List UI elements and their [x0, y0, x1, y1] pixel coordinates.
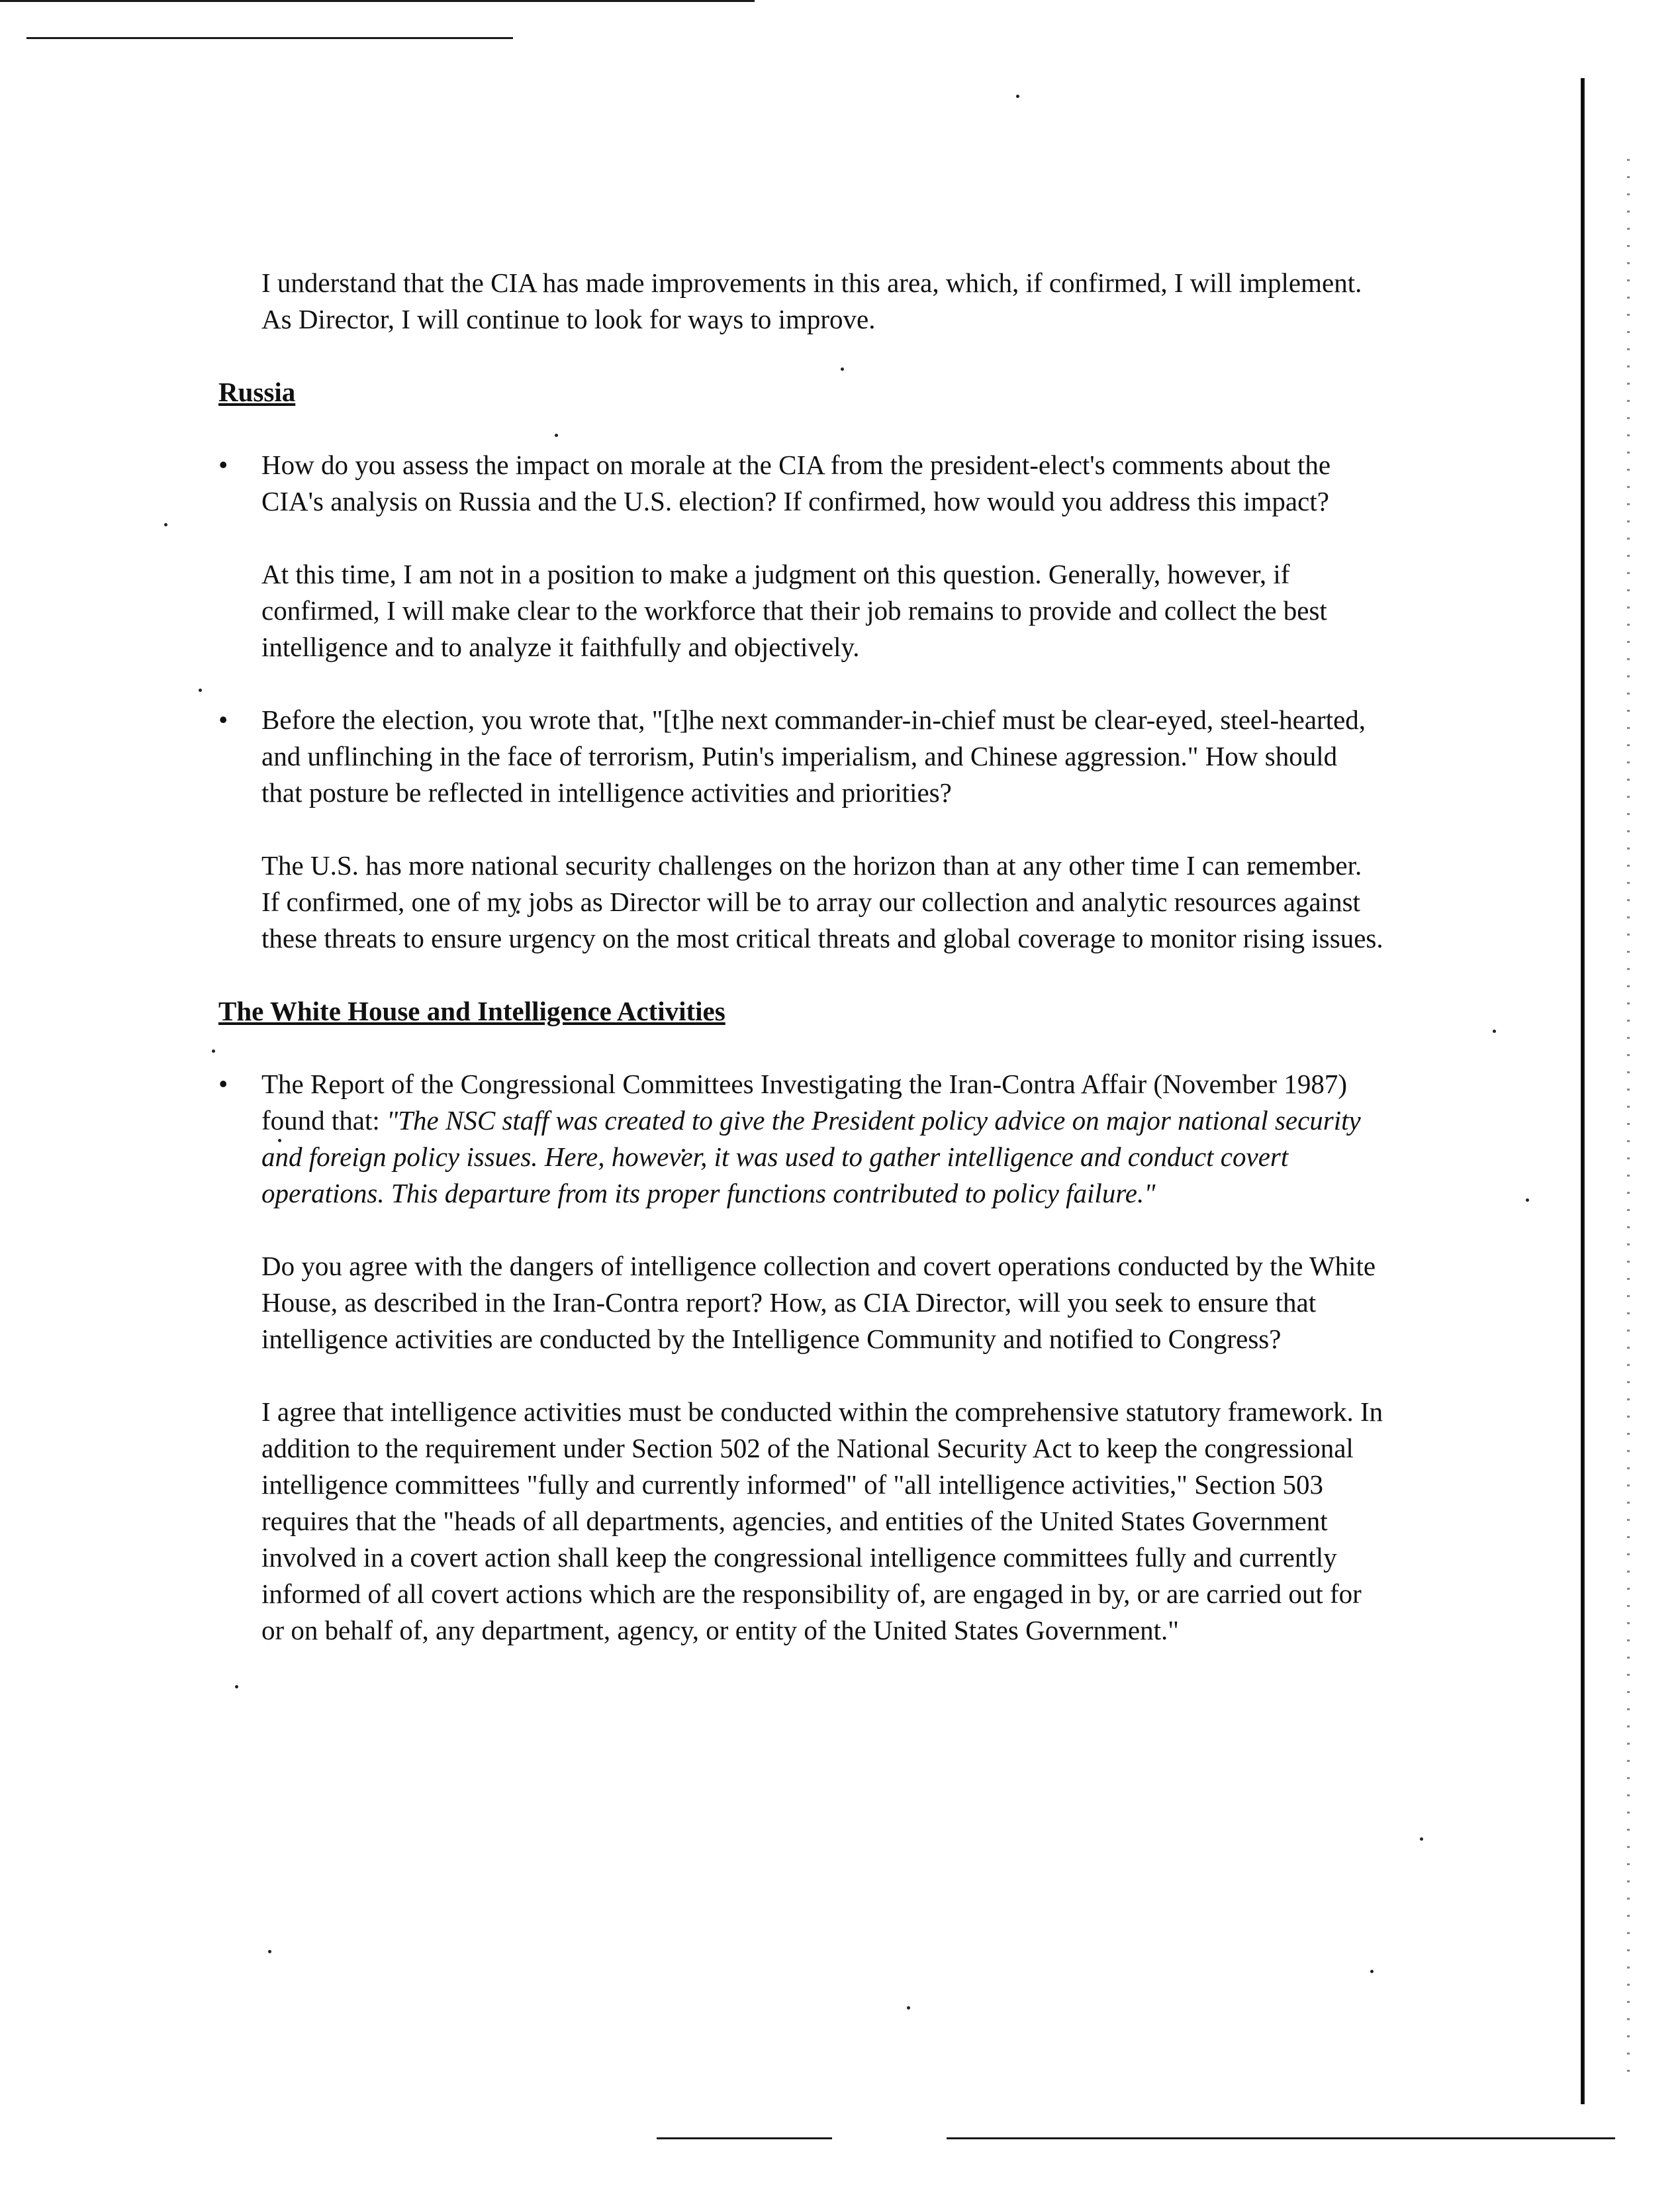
scan-edge-line-right	[1581, 78, 1585, 2104]
scan-edge-dots	[1627, 159, 1630, 2079]
scan-speck	[1420, 1837, 1423, 1841]
scan-speck	[212, 1049, 215, 1053]
scan-speck	[199, 689, 202, 692]
question-item	[218, 1066, 1383, 1212]
question-text: How do you assess the impact on morale at the CIA from the president-elect's comments about the CIA's analysis on Russia and the U.S. election? If confirmed, how would you address this impact?	[261, 450, 1331, 516]
scan-edge-line-top-short	[26, 37, 513, 39]
scan-speck	[1493, 1030, 1496, 1033]
bullet-icon: •	[218, 704, 228, 735]
document-body	[218, 265, 1383, 1649]
scan-speck	[164, 523, 167, 526]
answer-text: The U.S. has more national security challenges on the horizon than at any other time I can remember. If confirmed, one of my jobs as Director will be to array our collection and analytic resources against these threats to ensure urgency on the most critical threats and global coverage to monitor rising issues.	[261, 850, 1383, 953]
section-heading-russia: Russia	[218, 377, 296, 407]
question-text: Before the election, you wrote that, "[t]he next commander-in-chief must be clear-eyed, steel-hearted, and unflinching in the face of terrorism, Putin's imperialism, and Chinese aggression." How should that posture be reflected in intelligence activities and priorities?	[261, 704, 1366, 808]
bullet-icon: •	[218, 450, 228, 480]
section-heading-white-house: The White House and Intelligence Activities	[218, 996, 725, 1026]
question-item	[218, 702, 1383, 811]
scan-speck	[235, 1685, 238, 1688]
question-text	[261, 1066, 1383, 1212]
intro-answer: I understand that the CIA has made improvements in this area, which, if confirmed, I will implement. As Director, I will continue to look for ways to improve.	[261, 267, 1362, 334]
question-quote: "The NSC staff was created to give the President policy advice on major national security and foreign policy issues. Here, however, it was used to gather intelligence and conduct covert operations. This departure from its proper functions contributed to policy failure."	[261, 1105, 1361, 1208]
scan-speck	[907, 2006, 910, 2010]
question-item	[218, 447, 1383, 520]
scan-speck	[268, 1950, 271, 1953]
scan-speck	[1016, 95, 1019, 98]
scan-edge-line-bottom-right	[947, 2137, 1615, 2139]
scan-speck	[1370, 1970, 1374, 1973]
follow-up-question: Do you agree with the dangers of intelligence collection and covert operations conducted by the White House, as described in the Iran-Contra report? How, as CIA Director, will you seek to ensure that intelligence activities are conducted by the Intelligence Community and notified to Congress?	[261, 1251, 1376, 1354]
answer-text: At this time, I am not in a position to make a judgment on this question. Generally, however, if confirmed, I will make clear to the workforce that their job remains to provide and collect the best intelligence and to analyze it faithfully and objectively.	[261, 559, 1327, 662]
scan-edge-line-bottom-left	[657, 2137, 832, 2139]
scan-edge-line-top	[0, 0, 755, 2]
scan-speck	[1526, 1198, 1529, 1202]
answer-text: I agree that intelligence activities must be conducted within the comprehensive statutory framework. In addition to the requirement under Section 502 of the National Security Act to keep the congressional intelligence committees "fully and currently informed" of "all intelligence activities," Section 503 requires that the "heads of all departments, agencies, and entities of the United States Government involved in a covert action shall keep the congressional intelligence committees fully and currently informed of all covert actions which are the responsibility of, are engaged in by, or are carried out for or on behalf of, any department, agency, or entity of the United States Government."	[261, 1396, 1383, 1645]
bullet-icon: •	[218, 1069, 228, 1099]
question-lead: The Report of the Congressional Committees Investigating the Iran-Contra Affair (November 1987) found that:	[261, 1069, 1347, 1136]
